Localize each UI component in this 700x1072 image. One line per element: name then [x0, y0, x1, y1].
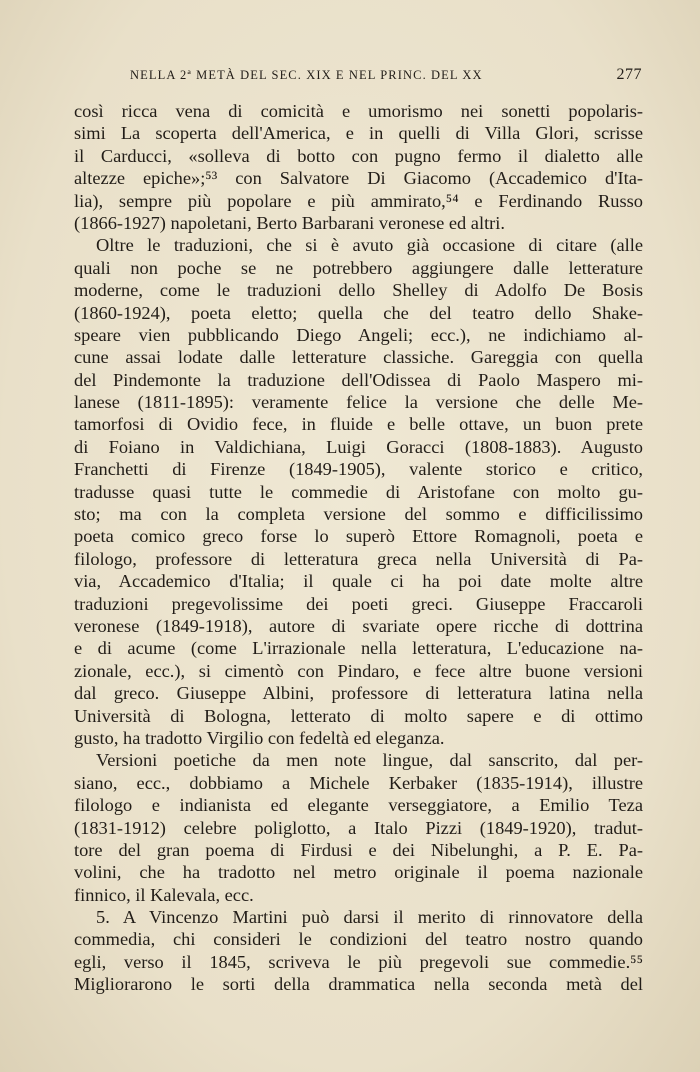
- text-line: tore del gran poema di Firdusi e dei Nibelunghi, a P. E. Pa-: [74, 839, 643, 860]
- text-line: gusto, ha tradotto Virgilio con fedeltà ed eleganza.: [74, 727, 445, 748]
- text-line: filologo e indianista ed elegante verseggiatore, a Emilio Teza: [74, 795, 643, 816]
- text-line: filologo, professore di letteratura greca nella Università di Pa-: [74, 548, 643, 569]
- text-line: e di acume (come L'irrazionale nella letteratura, L'educazione na-: [74, 638, 643, 659]
- text-line: volini, che ha tradotto nel metro originale il poema nazionale: [74, 862, 643, 883]
- text-line: lanese (1811-1895): veramente felice la versione che delle Me-: [74, 392, 643, 413]
- text-line: (1866-1927) napoletani, Berto Barbarani veronese ed altri.: [74, 212, 506, 233]
- text-line: Oltre le traduzioni, che si è avuto già occasione di citare (alle: [96, 235, 643, 256]
- text-line: tamorfosi di Ovidio fece, in fluide e belle ottave, un buon prete: [74, 414, 643, 435]
- text-line: dal greco. Giuseppe Albini, professore di letteratura latina nella: [74, 683, 643, 704]
- text-line: veronese (1849-1918), autore di svariate opere ricche di dottrina: [74, 615, 643, 636]
- running-header: [130, 66, 642, 84]
- text-line: sto; ma con la completa versione del sommo e difficilissimo: [74, 504, 643, 525]
- text-line: lia), sempre più popolare e più ammirato,⁵⁴ e Ferdinando Russo: [74, 190, 643, 211]
- text-line: altezze epiche»;⁵³ con Salvatore Di Giacomo (Accademico d'Ita-: [74, 168, 643, 189]
- text-line: quali non poche se ne potrebbero aggiungere dalle letterature: [74, 257, 643, 278]
- text-line: Franchetti di Firenze (1849-1905), valente storico e critico,: [74, 459, 643, 480]
- text-line: Versioni poetiche da men note lingue, dal sanscrito, dal per-: [96, 750, 643, 771]
- text-line: tradusse quasi tutte le commedie di Aristofane con molto gu-: [74, 481, 643, 502]
- page-number: 277: [616, 66, 642, 83]
- text-line: il Carducci, «solleva di botto con pugno fermo il dialetto alle: [74, 145, 643, 166]
- text-line: zionale, ecc.), si cimentò con Pindaro, e fece altre buone versioni: [74, 660, 643, 681]
- text-line: 5. A Vincenzo Martini può darsi il merito di rinnovatore della: [96, 907, 643, 928]
- text-line: cune assai lodate dalle letterature classiche. Gareggia con quella: [74, 347, 643, 368]
- text-line: Università di Bologna, letterato di molto sapere e di ottimo: [74, 705, 643, 726]
- text-line: moderne, come le traduzioni dello Shelley di Adolfo De Bosis: [74, 280, 643, 301]
- text-line: del Pindemonte la traduzione dell'Odissea di Paolo Maspero mi-: [74, 369, 643, 390]
- text-line: commedia, chi consideri le condizioni del teatro nostro quando: [74, 929, 643, 950]
- text-line: così ricca vena di comicità e umorismo nei sonetti popolaris-: [74, 101, 643, 121]
- text-line: Migliorarono le sorti della drammatica nella seconda metà del: [74, 974, 643, 995]
- body-text: [74, 100, 643, 996]
- text-line: via, Accademico d'Italia; il quale ci ha poi date molte altre: [74, 571, 643, 592]
- text-line: (1831-1912) celebre poliglotto, a Italo Pizzi (1849-1920), tradut-: [74, 817, 643, 838]
- text-line: speare vien pubblicando Diego Angeli; ecc.), ne indichiamo al-: [74, 324, 643, 345]
- text-line: poeta comico greco forse lo superò Ettore Romagnoli, poeta e: [74, 526, 643, 547]
- text-line: finnico, il Kalevala, ecc.: [74, 884, 254, 905]
- text-line: egli, verso il 1845, scriveva le più pregevoli sue commedie.⁵⁵: [74, 951, 643, 972]
- text-line: simi La scoperta dell'America, e in quelli di Villa Glori, scrisse: [74, 123, 643, 144]
- text-line: siano, ecc., dobbiamo a Michele Kerbaker (1835-1914), illustre: [74, 772, 643, 793]
- text-line: (1860-1924), poeta eletto; quella che del teatro dello Shake-: [74, 302, 643, 323]
- running-title: NELLA 2ª METÀ DEL SEC. XIX E NEL PRINC. DEL XX: [130, 68, 483, 82]
- text-line: di Foiano in Valdichiana, Luigi Goracci (1808-1883). Augusto: [74, 436, 643, 457]
- text-line: traduzioni pregevolissime dei poeti greci. Giuseppe Fraccaroli: [74, 593, 643, 614]
